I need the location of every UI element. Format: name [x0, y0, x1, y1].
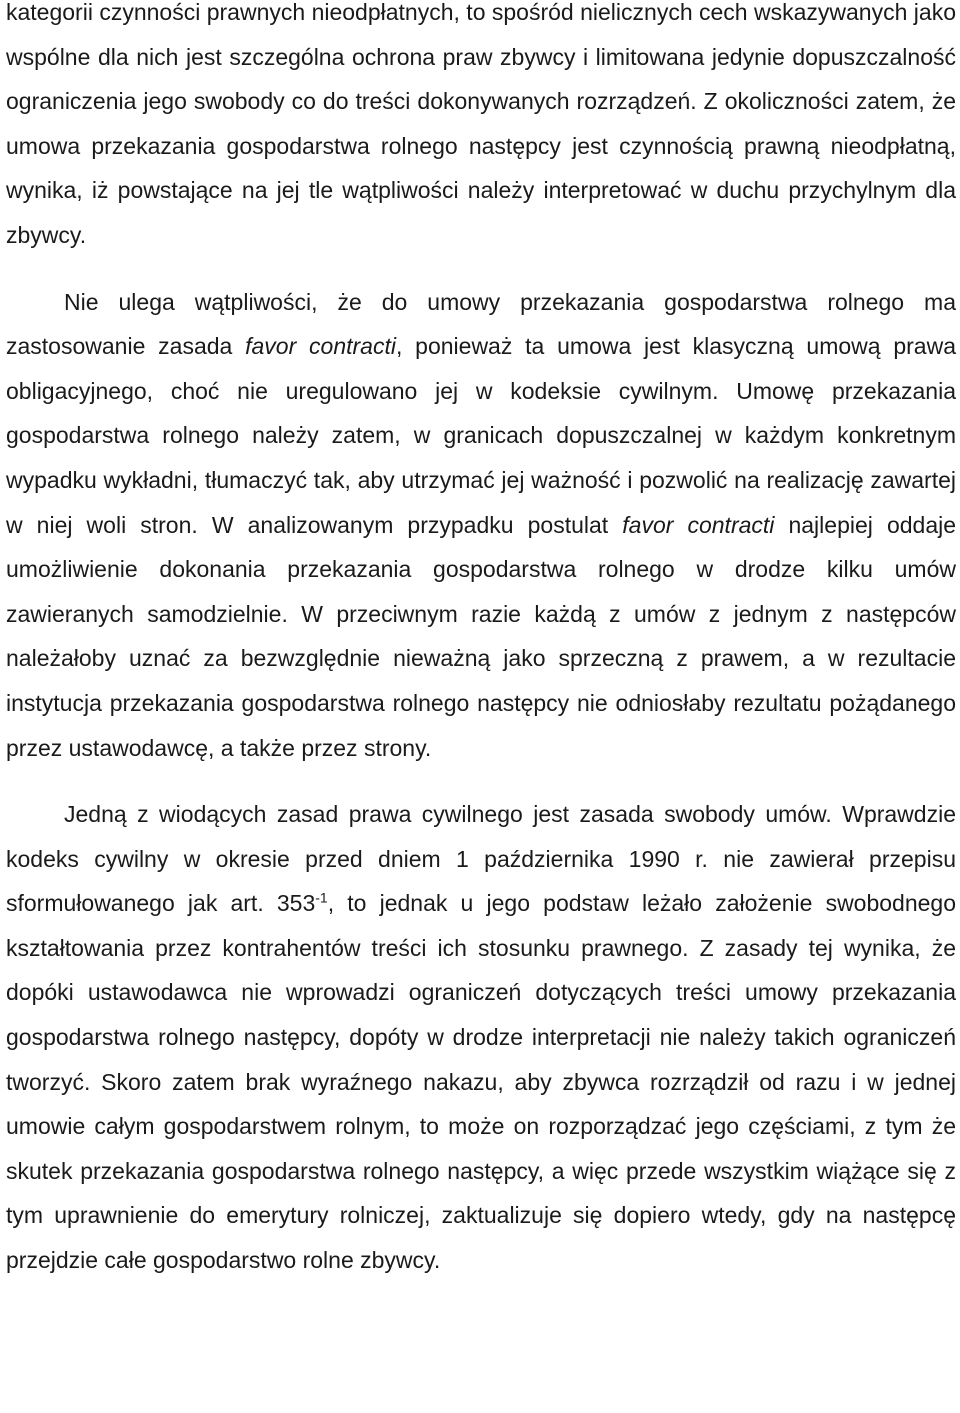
- article-superscript: -1: [315, 889, 328, 906]
- paragraph-2-italic-term-1: favor contracti: [245, 333, 396, 360]
- paragraph-2-text-2: , ponieważ ta umowa jest klasyczną umową prawa obligacyjnego, choć nie uregulowano jej w kodeksie cywilnym. Umowę przekazania gospodarstwa rolnego należy zatem, w granicach dopuszczalnej w każdym konkretnym wypadku wykładni, tłumaczyć tak, aby utrzymać jej ważność i pozwolić na realizację zawartej w niej woli stron. W analizowanym przypadku postulat: [6, 333, 957, 538]
- paragraph-3-text-1: Jedną z wiodących zasad prawa cywilnego jest zasada swobody umów. Wprawdzie kodeks cywilny w okresie przed dniem 1 października 1990 r. nie zawierał przepisu sformułowanego jak art. 353: [6, 801, 956, 917]
- paragraph-1: kategorii czynności prawnych nieodpłatnych, to spośród nielicznych cech wskazywanych jako wspólne dla nich jest szczególna ochrona praw zbywcy i limitowana jedynie dopuszczalność ograniczenia jego swobody co do treści dokonywanych rozrządzeń. Z okoliczności zatem, że umowa przekazania gospodarstwa rolnego następcy jest czynnością prawną nieodpłatną, wynika, iż powstające na jej tle wątpliwości należy interpretować w duchu przychylnym dla zbywcy.: [6, 0, 956, 248]
- paragraph-3-text-2: , to jednak u jego podstaw leżało założenie swobodnego kształtowania przez kontrahentów treści ich stosunku prawnego. Z zasady tej wynika, że dopóki ustawodawca nie wprowadzi ograniczeń dotyczących treści umowy przekazania gospodarstwa rolnego następcy, dopóty w drodze interpretacji nie należy takich ograniczeń tworzyć. Skoro zatem brak wyraźnego nakazu, aby zbywca rozrządził od razu i w jednej umowie całym gospodarstwem rolnym, to może on rozporządzać jego częściami, z tym że skutek przekazania gospodarstwa rolnego następcy, a więc przede wszystkim wiążące się z tym uprawnienie do emerytury rolniczej, zaktualizuje się dopiero wtedy, gdy na następcę przejdzie całe gospodarstwo rolne zbywcy.: [6, 890, 957, 1274]
- paragraph-2-text-3: najlepiej oddaje umożliwienie dokonania przekazania gospodarstwa rolnego w drodze kilku umów zawieranych samodzielnie. W przeciwnym razie każdą z umów z jednym z następców należałoby uznać za bezwzględnie nieważną jako sprzeczną z prawem, a w rezultacie instytucja przekazania gospodarstwa rolnego następcy nie odniosłaby rezultatu pożądanego przez ustawodawcę, a także przez strony.: [6, 511, 957, 761]
- paragraph-2: [6, 280, 956, 771]
- document-page: [6, 0, 956, 1283]
- paragraph-2-italic-term-2: favor contracti: [622, 511, 775, 538]
- paragraph-3: [6, 792, 956, 1283]
- paragraph-2-text-1: Nie ulega wątpliwości, że do umowy przekazania gospodarstwa rolnego ma zastosowanie zasada: [6, 288, 956, 360]
